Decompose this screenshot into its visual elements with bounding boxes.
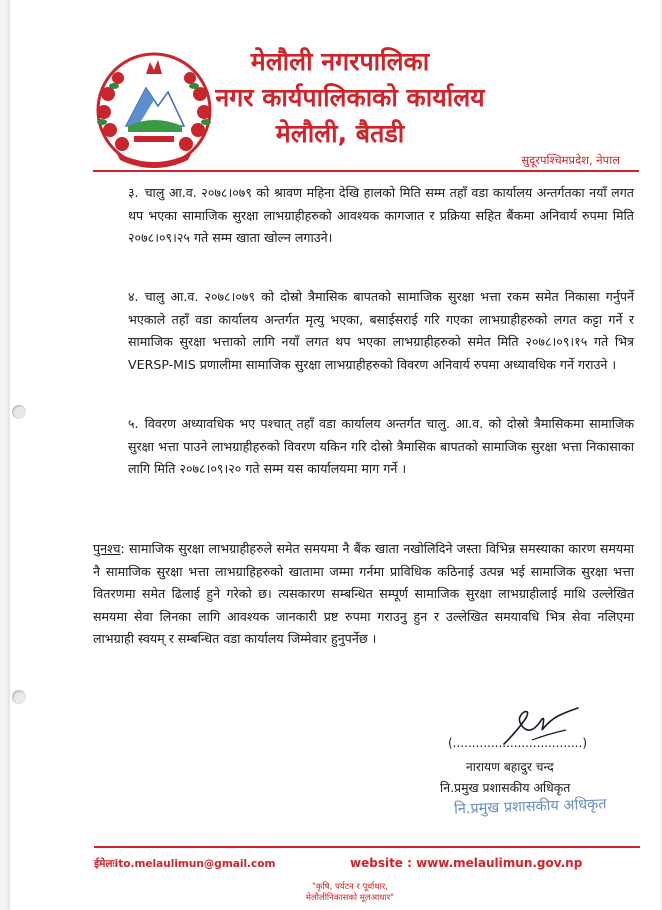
signatory-name: नारायण बहादुर चन्द: [466, 760, 554, 774]
signature-line: (..................................): [448, 736, 588, 750]
list-item: [128, 413, 634, 481]
office-name: नगर कार्यपालिकाको कार्यालय: [215, 83, 485, 112]
list-item: [128, 182, 634, 250]
item-number: ५.: [128, 416, 139, 431]
footer-website: website : www.melaulimun.gov.np: [350, 856, 583, 870]
punch-hole: [12, 405, 26, 419]
item-number: ४.: [128, 289, 139, 304]
footer-motto: [300, 882, 400, 904]
official-stamp: नि.प्रमुख प्रशासकीय अधिकृत: [453, 796, 607, 818]
municipality-name: मेलौली नगरपालिका: [250, 47, 430, 76]
punch-hole: [12, 690, 26, 704]
item-text: चालु आ.व. २०७८।०७९ को दोस्रो त्रैमासिक बापतको सामाजिक सुरक्षा भत्ता रकम समेत निकासा गर्नुपर्ने भएकाले तहाँ वडा कार्यालय अन्तर्गत मृत्यु भएका, बसाईसराई गरि गएका लाभग्राहीहरुको लगत कट्टा गर्ने र सामाजिक सुरक्षा भत्ताको लागि नयाँ लगत थप भएका लाभग्राहीहरुको समेत मिति २०७८।०९।१५ गते भित्र VERSP-MIS प्रणालीमा सामाजिक सुरक्षा लाभग्राहीहरुको विवरण अनिवार्य रुपमा अध्यावधिक गर्ने गराउने ।: [128, 289, 634, 372]
motto-line: "कृषि, पर्यटन र पूर्वाधार,: [312, 882, 388, 892]
signatory-title: नि.प्रमुख प्रशासकीय अधिकृत: [440, 780, 571, 795]
footer-email: ईमेलःito.melaulimun@gmail.com: [94, 858, 276, 870]
item-text: विवरण अध्यावधिक भए पश्चात् तहाँ वडा कार्यालय अन्तर्गत चालु. आ.व. को दोस्रो त्रैमासिकमा सामाजिक सुरक्षा भत्ता पाउने लाभग्राहीहरुको विवरण यकिन गरि दोस्रो त्रैमासिक बापतको सामाजिक सुरक्षा भत्ता निकासाका लागि मिति २०७८।०९।२० गते सम्म यस कार्यालयमा माग गर्ने ।: [128, 416, 634, 476]
letter-page: [10, 0, 660, 910]
postscript-text: : सामाजिक सुरक्षा लाभग्राहीहरुले समेत समयमा नै बैंक खाता नखोलिदिने जस्ता विभिन्न समस्याका कारण समयमा नै सामाजिक सुरक्षा भत्ता लाभग्राहिहरुको खातामा जम्मा गर्नमा प्राविधिक कठिनाई उत्पन्न भई सामाजिक सुरक्षा भत्ता वितरणमा समेत ढिलाई हुने गरेको छ। त्यसकारण सम्बन्धित सम्पूर्ण सामाजिक सुरक्षा लाभग्राहीलाई माथि उल्लेखित समयमा सेवा लिनका लागि आवश्यक जानकारी प्रष्ट रुपमा गराउनु हुन र उल्लेखित समयावधि भित्र सेवा नलिएमा लाभग्राही स्वयम् र सम्बन्धित वडा कार्यालय जिम्मेवार हुनुपर्नेछ ।: [93, 541, 635, 646]
item-text: चालु आ.व. २०७८।०७९ को श्रावण महिना देखि हालको मिति सम्म तहाँ वडा कार्यालय अन्तर्गतका नयाँ लगत थप भएका सामाजिक सुरक्षा लाभग्राहीहरुको आवश्यक कागजात र प्रक्रिया सहित बैंकमा अनिवार्य रुपमा मिति २०७८।०९।२५ गते सम्म खाता खोल्न लगाउने।: [128, 185, 634, 245]
item-number: ३.: [128, 185, 139, 200]
header-divider: [93, 170, 639, 172]
postscript-label: पुनश्च: [93, 541, 121, 556]
postscript: [93, 538, 634, 651]
province-label: सुदूरपश्चिमप्रदेश, नेपाल: [521, 153, 620, 167]
signature-block: [440, 700, 640, 820]
motto-line: मेलौलीनिकासको मूलआधार": [305, 893, 395, 903]
footer-divider: [94, 846, 640, 848]
list-item: [128, 286, 634, 376]
office-location: मेलौली, बैतडी: [275, 119, 405, 148]
